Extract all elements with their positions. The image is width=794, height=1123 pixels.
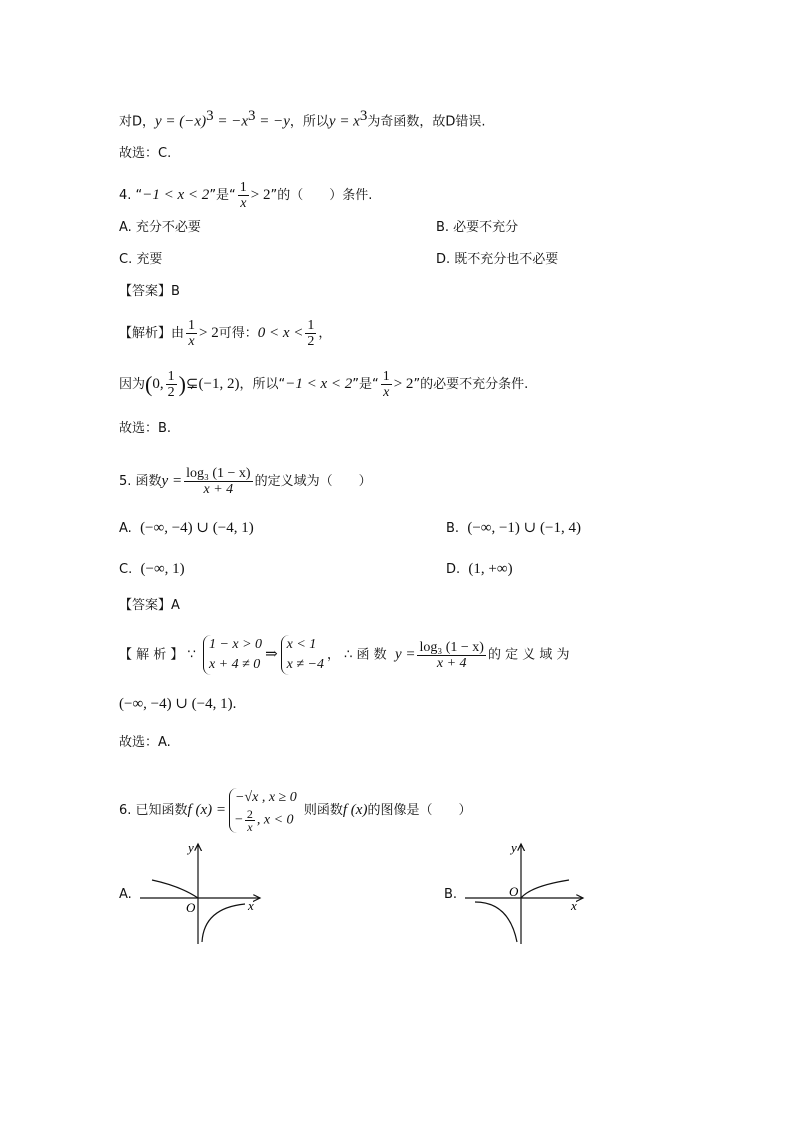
q4-option-c[interactable]: C. 充要 (119, 252, 163, 267)
q5-result: (−∞, −4) ∪ (−4, 1). (119, 696, 237, 712)
q6-option-a-label[interactable]: A. (119, 887, 132, 902)
q5-option-a[interactable]: A. (−∞, −4) ∪ (−4, 1) (119, 520, 254, 536)
origin-label: O (186, 900, 196, 915)
q4-option-a[interactable]: A. 充分不必要 (119, 220, 201, 235)
q5-fraction: $\frac{\text{log₃ (1 − x)}}{x + 4}$ (186, 466, 251, 497)
q4-analysis-line2: 因为(0, $\frac{1}{2}$ )⊊(−1, 2)，所以“−1 < x < 2”是“ $\frac{1}{x}$ > 2”的必要不充分条件. (119, 369, 529, 400)
q5-option-d[interactable]: D. (1, +∞) (446, 561, 513, 577)
q5-analysis-line1: 【 解 析 】 ∵ 1 − x > 0 x + 4 ≠ 0 ⇒ x < 1 x ≠ −4 ， ∴ 函 数 y = $\frac{\text{log₃ (1 − x)}}{x + 4}$ 的 定 义 域 为 (119, 635, 570, 675)
q6-piecewise: −√x , x ≥ 0 − $\frac{2}{x}$ , x < 0 (229, 788, 297, 833)
q5-answer: 【答案】A (119, 598, 180, 613)
q4-final-answer: 故选：B. (119, 421, 172, 436)
x-axis-label: x (571, 898, 577, 913)
curve-left (475, 902, 517, 942)
x-axis-label: x (248, 898, 254, 913)
curve-left (152, 880, 198, 898)
q6-graph-b[interactable] (465, 838, 595, 948)
q3-label: 对D， (119, 114, 156, 130)
q5-system-1: 1 − x > 0 x + 4 ≠ 0 (203, 635, 262, 675)
q5-system-2: x < 1 x ≠ −4 (281, 635, 324, 675)
q4-answer: 【答案】B (119, 284, 180, 299)
q3-expr: y = (−x) (155, 113, 207, 130)
q4-analysis-line1: 【解析】由 $\frac{1}{x}$ > 2可得：0 < x < $\frac{1}{2}$ ， (119, 318, 332, 349)
q4-option-d[interactable]: D. 既不充分也不必要 (436, 252, 559, 267)
y-axis-label: y (511, 840, 517, 855)
q3-conclusion-line: 对D，$y = (-x)^3 = -x^3 = -y$，所以$y = x^3$为奇函数，故D错误. (119, 108, 486, 130)
q4-fraction: $\frac{1}{x}$ (239, 180, 247, 211)
q5-option-b[interactable]: B. (−∞, −1) ∪ (−1, 4) (446, 520, 581, 536)
q5-option-c[interactable]: C. (−∞, 1) (119, 561, 185, 577)
curve-right (202, 904, 245, 942)
q6-option-b-label[interactable]: B. (444, 887, 458, 902)
curve-right (521, 880, 569, 898)
q5-final-answer: 故选：A. (119, 735, 171, 750)
origin-label: O (509, 884, 519, 899)
q5-stem: 5. 函数y = $\frac{\text{log₃ (1 − x)}}{x + 4}$ 的定义域为（ ） (119, 466, 372, 497)
y-axis-label: y (188, 840, 194, 855)
q3-final-answer: 故选：C. (119, 146, 172, 161)
q6-stem: 6. 已知函数f (x) = −√x , x ≥ 0 − $\frac{2}{x}$ , x < 0 则函数f (x)的图像是（ ） (119, 790, 472, 834)
q4-option-b[interactable]: B. 必要不充分 (436, 220, 519, 235)
q4-stem: 4. “−1 < x < 2”是“ $\frac{1}{x}$ > 2”的（ ）条件. (119, 180, 373, 211)
q6-graph-a[interactable] (140, 838, 270, 948)
